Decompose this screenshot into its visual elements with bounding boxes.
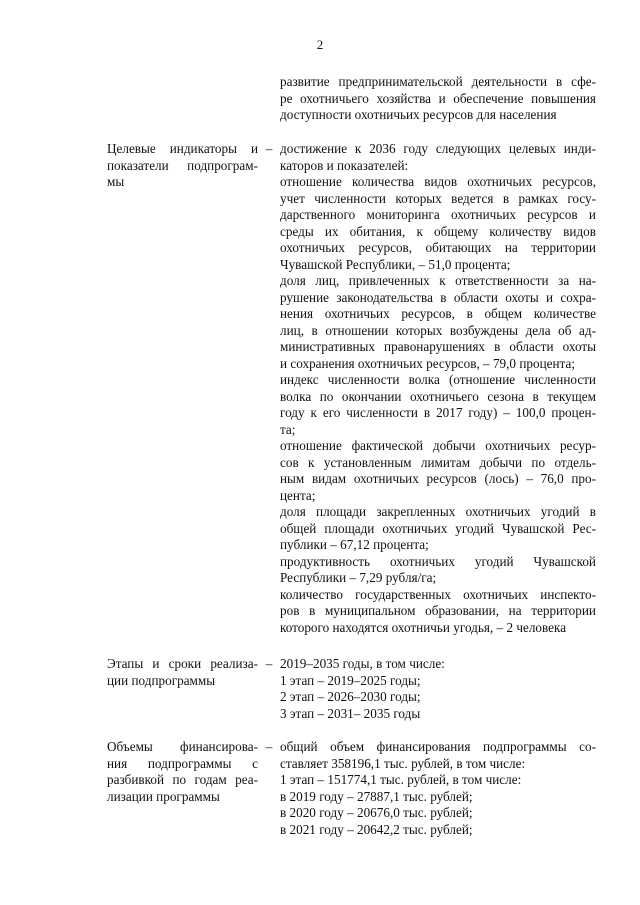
- text-line: учет численности которых ведется в рамках госу-: [280, 190, 596, 206]
- text-line: ным видам охотничьих ресурсов (лось) – 76,0 про-: [280, 471, 596, 486]
- label-line: ния подпрограммы с: [107, 755, 258, 771]
- text-line: 3 этап – 2031– 2035 годы: [280, 705, 421, 721]
- section-label: [107, 141, 258, 191]
- text-line: доля лиц, привлеченных к ответственности за на-: [280, 273, 596, 288]
- section-label: [107, 739, 258, 805]
- intro-text: [280, 74, 596, 124]
- text-line: году к его численности в 2017 году) – 100,0 процен-: [280, 405, 596, 420]
- text-line: ре охотничьего хозяйства и обеспечение повышения: [280, 90, 596, 106]
- text-line: дарственного мониторинга охотничьих ресурсов и: [280, 207, 596, 222]
- label-line: Целевые индикаторы и: [107, 141, 258, 156]
- text-line: каторов и показателей:: [280, 157, 409, 173]
- label-line: мы: [107, 174, 125, 189]
- text-line: общей площади охотничьих угодий Чувашской Рес-: [280, 520, 596, 536]
- text-line: доступности охотничьих ресурсов для населения: [280, 107, 557, 122]
- section-content: [280, 141, 596, 636]
- text-line: нения охотничьих ресурсов, в общем количестве: [280, 306, 596, 321]
- text-line: и сохранения охотничьих ресурсов, – 79,0 процента;: [280, 355, 575, 371]
- label-line: Объемы финансирова-: [107, 739, 258, 754]
- section-label: [107, 656, 258, 689]
- text-line: в 2020 году – 20676,0 тыс. рублей;: [280, 805, 473, 820]
- text-line: министративных правонарушениях в области охоты: [280, 339, 596, 354]
- text-line: развитие предпринимательской деятельности в сфе-: [280, 74, 596, 89]
- text-line: отношение количества видов охотничьих ресурсов,: [280, 174, 596, 189]
- text-line: общий объем финансирования подпрограммы со-: [280, 739, 596, 754]
- label-line: лизации программы: [107, 788, 220, 804]
- label-line: показатели подпрограм-: [107, 157, 258, 173]
- text-line: достижение к 2036 году следующих целевых инди-: [280, 141, 596, 156]
- text-line: продуктивность охотничьих угодий Чувашской: [280, 553, 596, 569]
- section-content: [280, 739, 596, 838]
- text-line: доля площади закрепленных охотничьих угодий в: [280, 504, 596, 519]
- text-line: Чувашской Республики, – 51,0 процента;: [280, 256, 511, 272]
- page-number: 2: [316, 37, 324, 52]
- text-line: 2019–2035 годы, в том числе:: [280, 656, 445, 671]
- dash-separator: –: [265, 141, 273, 156]
- dash-separator: –: [265, 739, 273, 754]
- text-line: сов к установленным лимитам добычи по отдель-: [280, 454, 596, 470]
- text-line: Республики – 7,29 рубля/га;: [280, 570, 437, 585]
- text-line: количество государственных охотничьих инспекто-: [280, 586, 596, 602]
- text-line: 2 этап – 2026–2030 годы;: [280, 689, 421, 704]
- text-line: среды их обитания, к общему количеству видов: [280, 223, 596, 239]
- text-line: ставляет 358196,1 тыс. рублей, в том числе:: [280, 755, 526, 771]
- text-line: 1 этап – 151774,1 тыс. рублей, в том числе:: [280, 772, 522, 787]
- text-line: публики – 67,12 процента;: [280, 537, 429, 552]
- text-line: ров в муниципальном образовании, на территории: [280, 603, 596, 618]
- text-line: в 2019 году – 27887,1 тыс. рублей;: [280, 788, 473, 804]
- text-line: в 2021 году – 20642,2 тыс. рублей;: [280, 821, 473, 837]
- dash-separator: –: [265, 656, 273, 671]
- text-line: 1 этап – 2019–2025 годы;: [280, 672, 421, 688]
- text-line: охотничьих ресурсов, обитающих на территории: [280, 240, 596, 255]
- label-line: ции подпрограммы: [107, 672, 216, 688]
- text-line: лиц, в отношении которых возбуждены дела об ад-: [280, 322, 596, 338]
- text-line: рушение законодательства в области охоты и сохра-: [280, 289, 596, 305]
- section-content: [280, 656, 596, 722]
- label-line: разбивкой по годам реа-: [107, 772, 258, 787]
- text-line: цента;: [280, 487, 316, 503]
- label-line: Этапы и сроки реализа-: [107, 656, 258, 671]
- text-line: волка по окончании охотничьего сезона в текущем: [280, 388, 596, 404]
- text-line: индекс численности волка (отношение численности: [280, 372, 596, 387]
- text-line: которого находятся охотничьи угодья, – 2 человека: [280, 619, 567, 635]
- text-line: отношение фактической добычи охотничьих ресур-: [280, 438, 596, 453]
- text-line: та;: [280, 421, 296, 437]
